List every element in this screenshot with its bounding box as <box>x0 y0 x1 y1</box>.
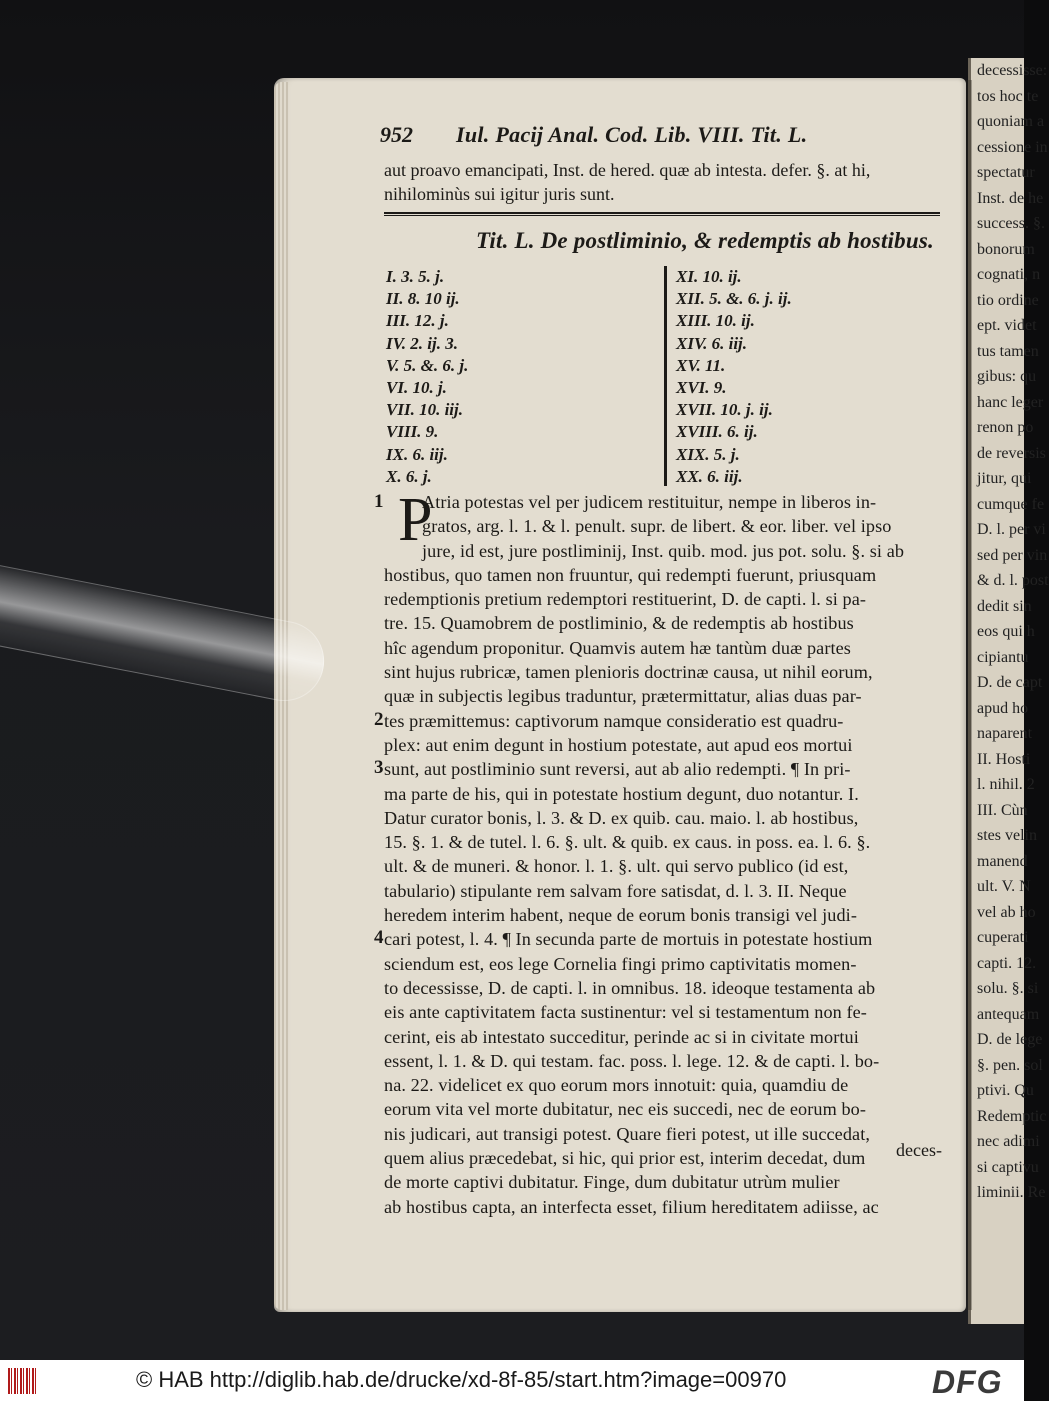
text-line: hostibus, quo tamen non fruuntur, qui redempti fuerunt, priusquam <box>384 564 877 585</box>
text-line: eis ante captivitatem facta sustinentur: vel si testamentum non fe- <box>384 1002 867 1023</box>
next-page-fragment: manend <box>977 852 1028 870</box>
next-page-fragment: naparent <box>977 725 1033 742</box>
text-line: de morte captivi dubitatur. Finge, dum dubitatur utrùm mulier <box>384 1172 840 1193</box>
text-line: sciendum est, eos lege Cornelia fingi primo captivitatis momen- <box>384 953 857 974</box>
margin-number: 2 <box>374 709 384 730</box>
next-page-fragment: jitur, qui <box>977 470 1032 487</box>
next-page-fragment: cessione in <box>977 138 1048 156</box>
text-line: ma parte de his, qui in potestate hostium degunt, duo notantur. I. <box>384 783 859 804</box>
next-page-fragment: success. §. <box>977 215 1045 232</box>
running-header <box>380 120 950 154</box>
index-column-left <box>386 266 468 488</box>
catchword: deces- <box>896 1140 942 1160</box>
next-page-fragment: & d. l. post <box>977 572 1049 589</box>
text-line: eorum vita vel morte dubitatur, nec eis succedi, nec de eorum bo- <box>384 1099 867 1120</box>
next-page-fragment: ult. V. N <box>977 878 1031 895</box>
footer-bar <box>0 1360 1024 1401</box>
index-entry: III. 12. j. <box>386 311 449 331</box>
next-page-fragment: quoniam a <box>977 113 1045 130</box>
index-entry: XVIII. 6. ij. <box>676 422 758 442</box>
index-entry: V. 5. &. 6. j. <box>386 355 469 375</box>
carry-over-text <box>384 158 944 206</box>
carry-line: nihilominùs sui igitur juris sunt. <box>384 184 615 204</box>
body-text <box>374 486 950 1219</box>
text-line: plex: aut enim degunt in hostium potestate, aut apud eos mortui <box>384 734 853 755</box>
next-page-fragment: vel ab ho <box>977 903 1036 921</box>
text-line: nis judicari, aut transigi potest. Quare fieri potest, ut ille succedat, <box>384 1123 870 1144</box>
text-line: 15. §. 1. & de tutel. l. 6. §. ult. & quib. ex caus. in poss. ea. l. 6. §. <box>384 832 871 853</box>
index-entry: II. 8. 10 ij. <box>386 289 460 309</box>
index-entry: XVI. 9. <box>676 377 727 397</box>
next-page-fragment: cumque fe <box>977 495 1045 513</box>
text-line: heredem interim habent, neque de eorum bonis transigi vel judi- <box>384 905 857 926</box>
next-page-fragment: decessisse: <box>977 62 1048 79</box>
page-number: 952 <box>380 122 413 147</box>
text-line: quem alius præcedebat, si hic, qui prior est, interim decedat, dum <box>384 1148 866 1169</box>
index-entry: XX. 6. iij. <box>676 466 743 486</box>
section-title: Tit. L. De postliminio, & redemptis ab hostibus. <box>476 228 934 253</box>
text-line: tre. 15. Quamobrem de postliminio, & de redemptis ab hostibus <box>384 613 854 634</box>
index-entry: IV. 2. ij. 3. <box>386 333 458 353</box>
index-entry: XIII. 10. ij. <box>676 311 755 331</box>
carry-line: aut proavo emancipati, Inst. de hered. quæ ab intesta. defer. §. at hi, <box>384 160 871 180</box>
index-entry: XIX. 5. j. <box>676 444 740 464</box>
next-page-fragment: D. de capt <box>977 674 1043 691</box>
next-page-fragment: D. de lege <box>977 1031 1043 1048</box>
next-page-fragment: liminii. Re <box>977 1184 1046 1201</box>
index-entry: XV. 11. <box>676 355 726 375</box>
next-page-fragment: sed per vin <box>977 546 1048 564</box>
index-entry: XII. 5. &. 6. j. ij. <box>676 289 792 309</box>
margin-number: 1 <box>374 491 384 512</box>
next-page-fragment: eos qui h <box>977 623 1035 640</box>
next-page-fragment: stes velin <box>977 827 1037 844</box>
margin-number: 4 <box>374 927 384 948</box>
next-page-fragment: cognati, n <box>977 266 1041 283</box>
next-page-fragment: solu. §. si <box>977 980 1039 997</box>
next-page-fragment: cuperati <box>977 929 1029 946</box>
section-rule <box>384 212 940 216</box>
dfg-logo: DFG <box>932 1364 1003 1400</box>
text-line: quæ in subjectis legibus traduntur, prætermittatur, alias duas par- <box>384 686 862 707</box>
next-page-fragment: tus tamen <box>977 342 1039 360</box>
next-page-fragment: Redemptic <box>977 1107 1047 1125</box>
drop-cap: P <box>398 486 433 554</box>
next-page-fragment: renon po <box>977 419 1034 436</box>
next-page-fragment: bonorum <box>977 240 1035 258</box>
text-line: ult. & de muneri. & honor. l. 1. §. ult. qui servo publico (id est, <box>384 856 849 877</box>
barcode-icon <box>8 1368 38 1394</box>
next-page-fragment: l. nihil. 2 <box>977 776 1035 793</box>
text-line: redemptionis pretium redemptori restituerint, D. de capti. l. si pa- <box>384 589 867 610</box>
running-head: Iul. Pacij Anal. Cod. Lib. VIII. Tit. L. <box>456 122 808 147</box>
index-entry: VI. 10. j. <box>386 377 447 397</box>
next-page-fragment: antequam <box>977 1005 1040 1023</box>
index-entry: XIV. 6. iij. <box>676 333 748 353</box>
index-divider <box>664 266 667 486</box>
index-column-right <box>676 266 792 488</box>
next-page-fragment: cipiantu <box>977 648 1029 666</box>
next-page-fragment: III. Cùn <box>977 801 1028 819</box>
text-line: tabulario) stipulante rem salvam fore satisdat, d. l. 3. II. Neque <box>384 880 847 901</box>
text-line: ab hostibus capta, an interfecta esset, filium hereditatem adiisse, ac <box>384 1196 879 1217</box>
text-line: na. 22. videlicet ex quo eorum mors innotuit: quia, quamdiu de <box>384 1075 849 1096</box>
text-line: sint hujus rubricæ, tamen plenioris doctrinæ causa, ut nihil eorum, <box>384 662 873 683</box>
next-page-fragment: ptivi. Qu <box>977 1082 1034 1099</box>
index-entry: VIII. 9. <box>386 422 439 442</box>
text-line: jure, id est, jure postliminij, Inst. quib. mod. jus pot. solu. §. si ab <box>422 540 905 561</box>
text-line: sunt, aut postliminio sunt reversi, aut ab alio redempti. ¶ In pri- <box>384 759 851 780</box>
next-page-fragment: tos hoc te <box>977 87 1039 105</box>
next-page-fragment: capti. 12. <box>977 954 1037 972</box>
next-page-fragment: D. l. per vi <box>977 521 1046 538</box>
next-page-fragment: si captivu <box>977 1158 1039 1176</box>
next-page-fragment: gibus: qu <box>977 368 1037 385</box>
index-entry: VII. 10. iij. <box>386 400 463 420</box>
text-line: essent, l. 1. & D. qui testam. fac. poss. l. lege. 12. & de capti. l. bo- <box>384 1050 880 1071</box>
next-page-fragment: II. Hosti <box>977 750 1031 768</box>
index-entry: XI. 10. ij. <box>676 267 742 286</box>
text-line: Atria potestas vel per judicem restituitur, nempe in liberos in- <box>422 492 877 512</box>
text-line: cerint, eis ab intestato succeditur, perinde ac si in civitate mortui <box>384 1026 859 1047</box>
text-line: gratos, arg. l. 1. & l. penult. supr. de libert. & eor. liber. vel ipso <box>422 516 892 537</box>
text-line: tes præmittemus: captivorum namque consideratio est quadru- <box>384 710 844 731</box>
next-page-fragment: nec adimi <box>977 1133 1040 1150</box>
next-page-fragment: Inst. de he <box>977 189 1044 207</box>
text-line: hîc agendum proponitur. Quamvis autem hæ tantùm duæ partes <box>384 637 851 658</box>
index-entry: X. 6. j. <box>386 466 432 486</box>
text-line: to decessisse, D. de capti. l. in omnibus. 18. ideoque testamenta ab <box>384 977 876 998</box>
next-page-fragment: spectatur <box>977 164 1035 181</box>
next-page-fragment: §. pen. sol <box>977 1056 1043 1074</box>
next-page-fragment: hanc leger <box>977 393 1044 411</box>
margin-number: 3 <box>374 757 384 778</box>
index-entry: XVII. 10. j. ij. <box>676 400 773 420</box>
footer-url[interactable]: © HAB http://diglib.hab.de/drucke/xd-8f-85/start.htm?image=00970 <box>136 1367 787 1392</box>
next-page-edge <box>968 58 1049 1324</box>
next-page-fragment: ept. videt <box>977 317 1037 334</box>
next-page-fragment: tio ordine <box>977 291 1039 309</box>
index-entry: I. 3. 5. j. <box>386 267 445 286</box>
next-page-fragment: apud ho <box>977 699 1029 717</box>
index-entry: IX. 6. iij. <box>386 444 448 464</box>
text-line: cari potest, l. 4. ¶ In secunda parte de mortuis in potestate hostium <box>384 929 873 950</box>
next-page-fragment: de reversis <box>977 444 1046 462</box>
text-line: Datur curator bonis, l. 3. & D. ex quib. cau. maio. l. ab hostibus, <box>384 807 859 828</box>
next-page-fragment: dedit sin <box>977 597 1032 615</box>
